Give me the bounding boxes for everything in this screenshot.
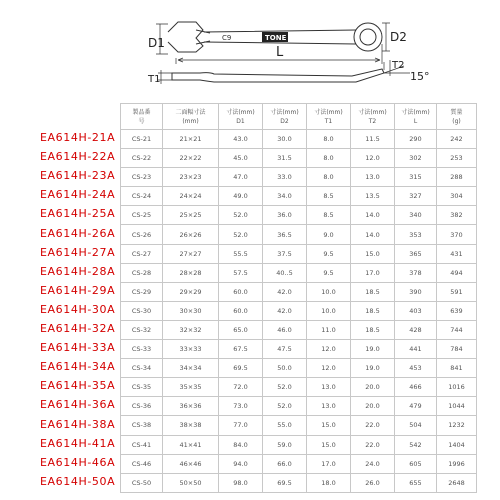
mass-cell: 494 <box>437 263 477 282</box>
dim-d2: D2 <box>390 30 407 44</box>
d1-cell: 45.0 <box>219 149 263 168</box>
t2-cell: 14.0 <box>351 206 395 225</box>
t2-cell: 13.0 <box>351 168 395 187</box>
product-code: EA614H-25A <box>40 207 116 221</box>
t1-cell: 8.0 <box>307 168 351 187</box>
d2-cell: 52.0 <box>263 378 307 397</box>
length-cell: 340 <box>395 206 437 225</box>
d1-cell: 52.0 <box>219 225 263 244</box>
open-end-head <box>168 22 203 52</box>
header-mass: 質量 (g) <box>437 104 477 130</box>
spec-table <box>120 103 477 493</box>
d2-cell: 37.5 <box>263 244 307 263</box>
t2-cell: 17.0 <box>351 263 395 282</box>
header-t1: 寸法(mm) T1 <box>307 104 351 130</box>
mass-cell: 2648 <box>437 473 477 492</box>
length-cell: 365 <box>395 244 437 263</box>
d2-cell: 47.5 <box>263 340 307 359</box>
table-row <box>121 435 477 454</box>
t2-cell: 22.0 <box>351 435 395 454</box>
t2-cell: 18.5 <box>351 282 395 301</box>
product-code: EA614H-29A <box>40 283 116 297</box>
product-code: EA614H-32A <box>40 322 116 335</box>
table-row <box>121 340 477 359</box>
dim-t1: T1 <box>148 74 161 85</box>
d1-cell: 65.0 <box>219 320 263 339</box>
across-flats-cell: 38×38 <box>163 416 219 435</box>
t1-cell: 17.0 <box>307 454 351 473</box>
part-number-cell: CS-27 <box>121 244 163 263</box>
d1-cell: 49.0 <box>219 187 263 206</box>
d1-cell: 94.0 <box>219 454 263 473</box>
d2-cell: 66.0 <box>263 454 307 473</box>
across-flats-cell: 28×28 <box>163 263 219 282</box>
part-number-cell: CS-28 <box>121 263 163 282</box>
t1-cell: 11.0 <box>307 320 351 339</box>
stamp-size: C9 <box>222 34 232 42</box>
part-number-cell: CS-24 <box>121 187 163 206</box>
product-code: EA614H-28A <box>40 264 116 278</box>
across-flats-cell: 33×33 <box>163 340 219 359</box>
length-cell: 315 <box>395 168 437 187</box>
t1-cell: 12.0 <box>307 340 351 359</box>
t1-cell: 9.0 <box>307 225 351 244</box>
t1-cell: 13.0 <box>307 378 351 397</box>
across-flats-cell: 46×46 <box>163 454 219 473</box>
d1-cell: 60.0 <box>219 301 263 320</box>
d2-cell: 30.0 <box>263 130 307 149</box>
product-code: EA614H-27A <box>40 245 116 259</box>
d2-cell: 36.5 <box>263 225 307 244</box>
part-number-cell: CS-23 <box>121 168 163 187</box>
d2-cell: 59.0 <box>263 435 307 454</box>
mass-cell: 382 <box>437 206 477 225</box>
mass-cell: 639 <box>437 301 477 320</box>
d2-cell: 36.0 <box>263 206 307 225</box>
across-flats-cell: 29×29 <box>163 282 219 301</box>
d2-cell: 50.0 <box>263 359 307 378</box>
part-number-cell: CS-30 <box>121 301 163 320</box>
t1-cell: 15.0 <box>307 435 351 454</box>
length-cell: 353 <box>395 225 437 244</box>
part-number-cell: CS-34 <box>121 359 163 378</box>
mass-cell: 784 <box>437 340 477 359</box>
dim-d1: D1 <box>148 36 165 50</box>
t2-cell: 20.0 <box>351 378 395 397</box>
product-code: EA614H-34A <box>40 360 116 374</box>
across-flats-cell: 23×23 <box>163 168 219 187</box>
t2-cell: 18.5 <box>351 320 395 339</box>
header-t2: 寸法(mm) T2 <box>351 104 395 130</box>
across-flats-cell: 35×35 <box>163 378 219 397</box>
table-row <box>121 168 477 187</box>
product-code: EA614H-38A <box>40 417 116 431</box>
table-row <box>121 225 477 244</box>
across-flats-cell: 27×27 <box>163 244 219 263</box>
table-row <box>121 359 477 378</box>
t1-cell: 9.5 <box>307 263 351 282</box>
t2-cell: 11.5 <box>351 130 395 149</box>
header-across-flats: 二面幅寸法 (mm) <box>163 104 219 130</box>
mass-cell: 591 <box>437 282 477 301</box>
side-view <box>172 69 384 82</box>
mass-cell: 1404 <box>437 435 477 454</box>
length-cell: 290 <box>395 130 437 149</box>
table-row <box>121 282 477 301</box>
length-cell: 542 <box>395 435 437 454</box>
mass-cell: 370 <box>437 225 477 244</box>
table-row <box>121 244 477 263</box>
part-number-cell: CS-33 <box>121 340 163 359</box>
across-flats-cell: 21×21 <box>163 130 219 149</box>
table-row <box>121 149 477 168</box>
table-row <box>121 473 477 492</box>
d1-cell: 55.5 <box>219 244 263 263</box>
product-code: EA614H-33A <box>40 341 116 355</box>
t2-cell: 19.0 <box>351 359 395 378</box>
t2-cell: 15.0 <box>351 244 395 263</box>
d2-cell: 40..5 <box>263 263 307 282</box>
d2-cell: 33.0 <box>263 168 307 187</box>
part-number-cell: CS-36 <box>121 397 163 416</box>
part-number-cell: CS-41 <box>121 435 163 454</box>
d2-cell: 34.0 <box>263 187 307 206</box>
d1-cell: 77.0 <box>219 416 263 435</box>
part-number-cell: CS-50 <box>121 473 163 492</box>
d1-cell: 60.0 <box>219 282 263 301</box>
d2-cell: 46.0 <box>263 320 307 339</box>
dim-l: L <box>276 45 284 60</box>
d1-cell: 69.5 <box>219 359 263 378</box>
length-cell: 302 <box>395 149 437 168</box>
mass-cell: 744 <box>437 320 477 339</box>
t1-cell: 15.0 <box>307 416 351 435</box>
table-row <box>121 378 477 397</box>
header-length: 寸法(mm) L <box>395 104 437 130</box>
t1-cell: 8.5 <box>307 206 351 225</box>
d1-cell: 52.0 <box>219 206 263 225</box>
d1-cell: 98.0 <box>219 473 263 492</box>
product-code: EA614H-35A <box>40 379 116 393</box>
length-cell: 466 <box>395 378 437 397</box>
wrench-diagram <box>0 0 500 100</box>
part-number-cell: CS-29 <box>121 282 163 301</box>
part-number-cell: CS-26 <box>121 225 163 244</box>
across-flats-cell: 32×32 <box>163 320 219 339</box>
table-row <box>121 206 477 225</box>
product-code: EA614H-24A <box>40 188 116 202</box>
t2-cell: 13.5 <box>351 187 395 206</box>
table-row <box>121 397 477 416</box>
d1-cell: 57.5 <box>219 263 263 282</box>
d2-cell: 42.0 <box>263 301 307 320</box>
d2-cell: 55.0 <box>263 416 307 435</box>
across-flats-cell: 34×34 <box>163 359 219 378</box>
angle-label: 15° <box>410 70 430 83</box>
part-number-cell: CS-25 <box>121 206 163 225</box>
t1-cell: 8.0 <box>307 130 351 149</box>
across-flats-cell: 41×41 <box>163 435 219 454</box>
part-number-cell: CS-46 <box>121 454 163 473</box>
t1-cell: 13.0 <box>307 397 351 416</box>
across-flats-cell: 36×36 <box>163 397 219 416</box>
mass-cell: 253 <box>437 149 477 168</box>
product-code: EA614H-36A <box>40 398 116 412</box>
t1-cell: 8.5 <box>307 187 351 206</box>
part-number-cell: CS-21 <box>121 130 163 149</box>
d1-cell: 67.5 <box>219 340 263 359</box>
table-row <box>121 301 477 320</box>
part-number-cell: CS-35 <box>121 378 163 397</box>
d2-cell: 52.0 <box>263 397 307 416</box>
t1-cell: 9.5 <box>307 244 351 263</box>
t2-cell: 26.0 <box>351 473 395 492</box>
t2-cell: 18.5 <box>351 301 395 320</box>
mass-cell: 304 <box>437 187 477 206</box>
mass-cell: 1044 <box>437 397 477 416</box>
header-part-number: 製品番 号 <box>121 104 163 130</box>
t2-cell: 22.0 <box>351 416 395 435</box>
product-code: EA614H-30A <box>40 302 116 316</box>
across-flats-cell: 26×26 <box>163 225 219 244</box>
length-cell: 428 <box>395 320 437 339</box>
t1-cell: 12.0 <box>307 359 351 378</box>
table-row <box>121 416 477 435</box>
dim-t2: T2 <box>392 60 405 71</box>
mass-cell: 242 <box>437 130 477 149</box>
product-code: EA614H-41A <box>40 436 116 450</box>
product-code: EA614H-21A <box>40 131 116 144</box>
ring-end <box>354 23 382 51</box>
length-cell: 453 <box>395 359 437 378</box>
part-number-cell: CS-32 <box>121 320 163 339</box>
length-cell: 504 <box>395 416 437 435</box>
d1-cell: 47.0 <box>219 168 263 187</box>
table-header-row <box>121 104 477 130</box>
product-code: EA614H-22A <box>40 150 116 164</box>
table-row <box>121 130 477 149</box>
t2-cell: 12.0 <box>351 149 395 168</box>
table-row <box>121 263 477 282</box>
length-cell: 378 <box>395 263 437 282</box>
across-flats-cell: 30×30 <box>163 301 219 320</box>
length-cell: 655 <box>395 473 437 492</box>
part-number-cell: CS-22 <box>121 149 163 168</box>
d1-cell: 43.0 <box>219 130 263 149</box>
mass-cell: 1232 <box>437 416 477 435</box>
mass-cell: 431 <box>437 244 477 263</box>
part-number-cell: CS-38 <box>121 416 163 435</box>
product-code: EA614H-46A <box>40 455 116 469</box>
t1-cell: 10.0 <box>307 301 351 320</box>
mass-cell: 1996 <box>437 454 477 473</box>
mass-cell: 841 <box>437 359 477 378</box>
t2-cell: 24.0 <box>351 454 395 473</box>
product-code: EA614H-50A <box>40 474 116 488</box>
length-cell: 441 <box>395 340 437 359</box>
length-cell: 327 <box>395 187 437 206</box>
across-flats-cell: 50×50 <box>163 473 219 492</box>
d2-cell: 69.5 <box>263 473 307 492</box>
mass-cell: 288 <box>437 168 477 187</box>
t1-cell: 8.0 <box>307 149 351 168</box>
t2-cell: 19.0 <box>351 340 395 359</box>
d2-cell: 31.5 <box>263 149 307 168</box>
d2-cell: 42.0 <box>263 282 307 301</box>
table-row <box>121 454 477 473</box>
header-d2: 寸法(mm) D2 <box>263 104 307 130</box>
across-flats-cell: 25×25 <box>163 206 219 225</box>
across-flats-cell: 24×24 <box>163 187 219 206</box>
t1-cell: 18.0 <box>307 473 351 492</box>
stamp-brand: TONE <box>265 34 287 42</box>
product-code: EA614H-23A <box>40 169 116 183</box>
t2-cell: 20.0 <box>351 397 395 416</box>
product-code: EA614H-26A <box>40 226 116 240</box>
t2-cell: 14.0 <box>351 225 395 244</box>
header-d1: 寸法(mm) D1 <box>219 104 263 130</box>
table-row <box>121 320 477 339</box>
d1-cell: 72.0 <box>219 378 263 397</box>
d1-cell: 73.0 <box>219 397 263 416</box>
length-cell: 390 <box>395 282 437 301</box>
length-cell: 479 <box>395 397 437 416</box>
t1-cell: 10.0 <box>307 282 351 301</box>
length-cell: 403 <box>395 301 437 320</box>
mass-cell: 1016 <box>437 378 477 397</box>
across-flats-cell: 22×22 <box>163 149 219 168</box>
table-row <box>121 187 477 206</box>
length-cell: 605 <box>395 454 437 473</box>
d1-cell: 84.0 <box>219 435 263 454</box>
